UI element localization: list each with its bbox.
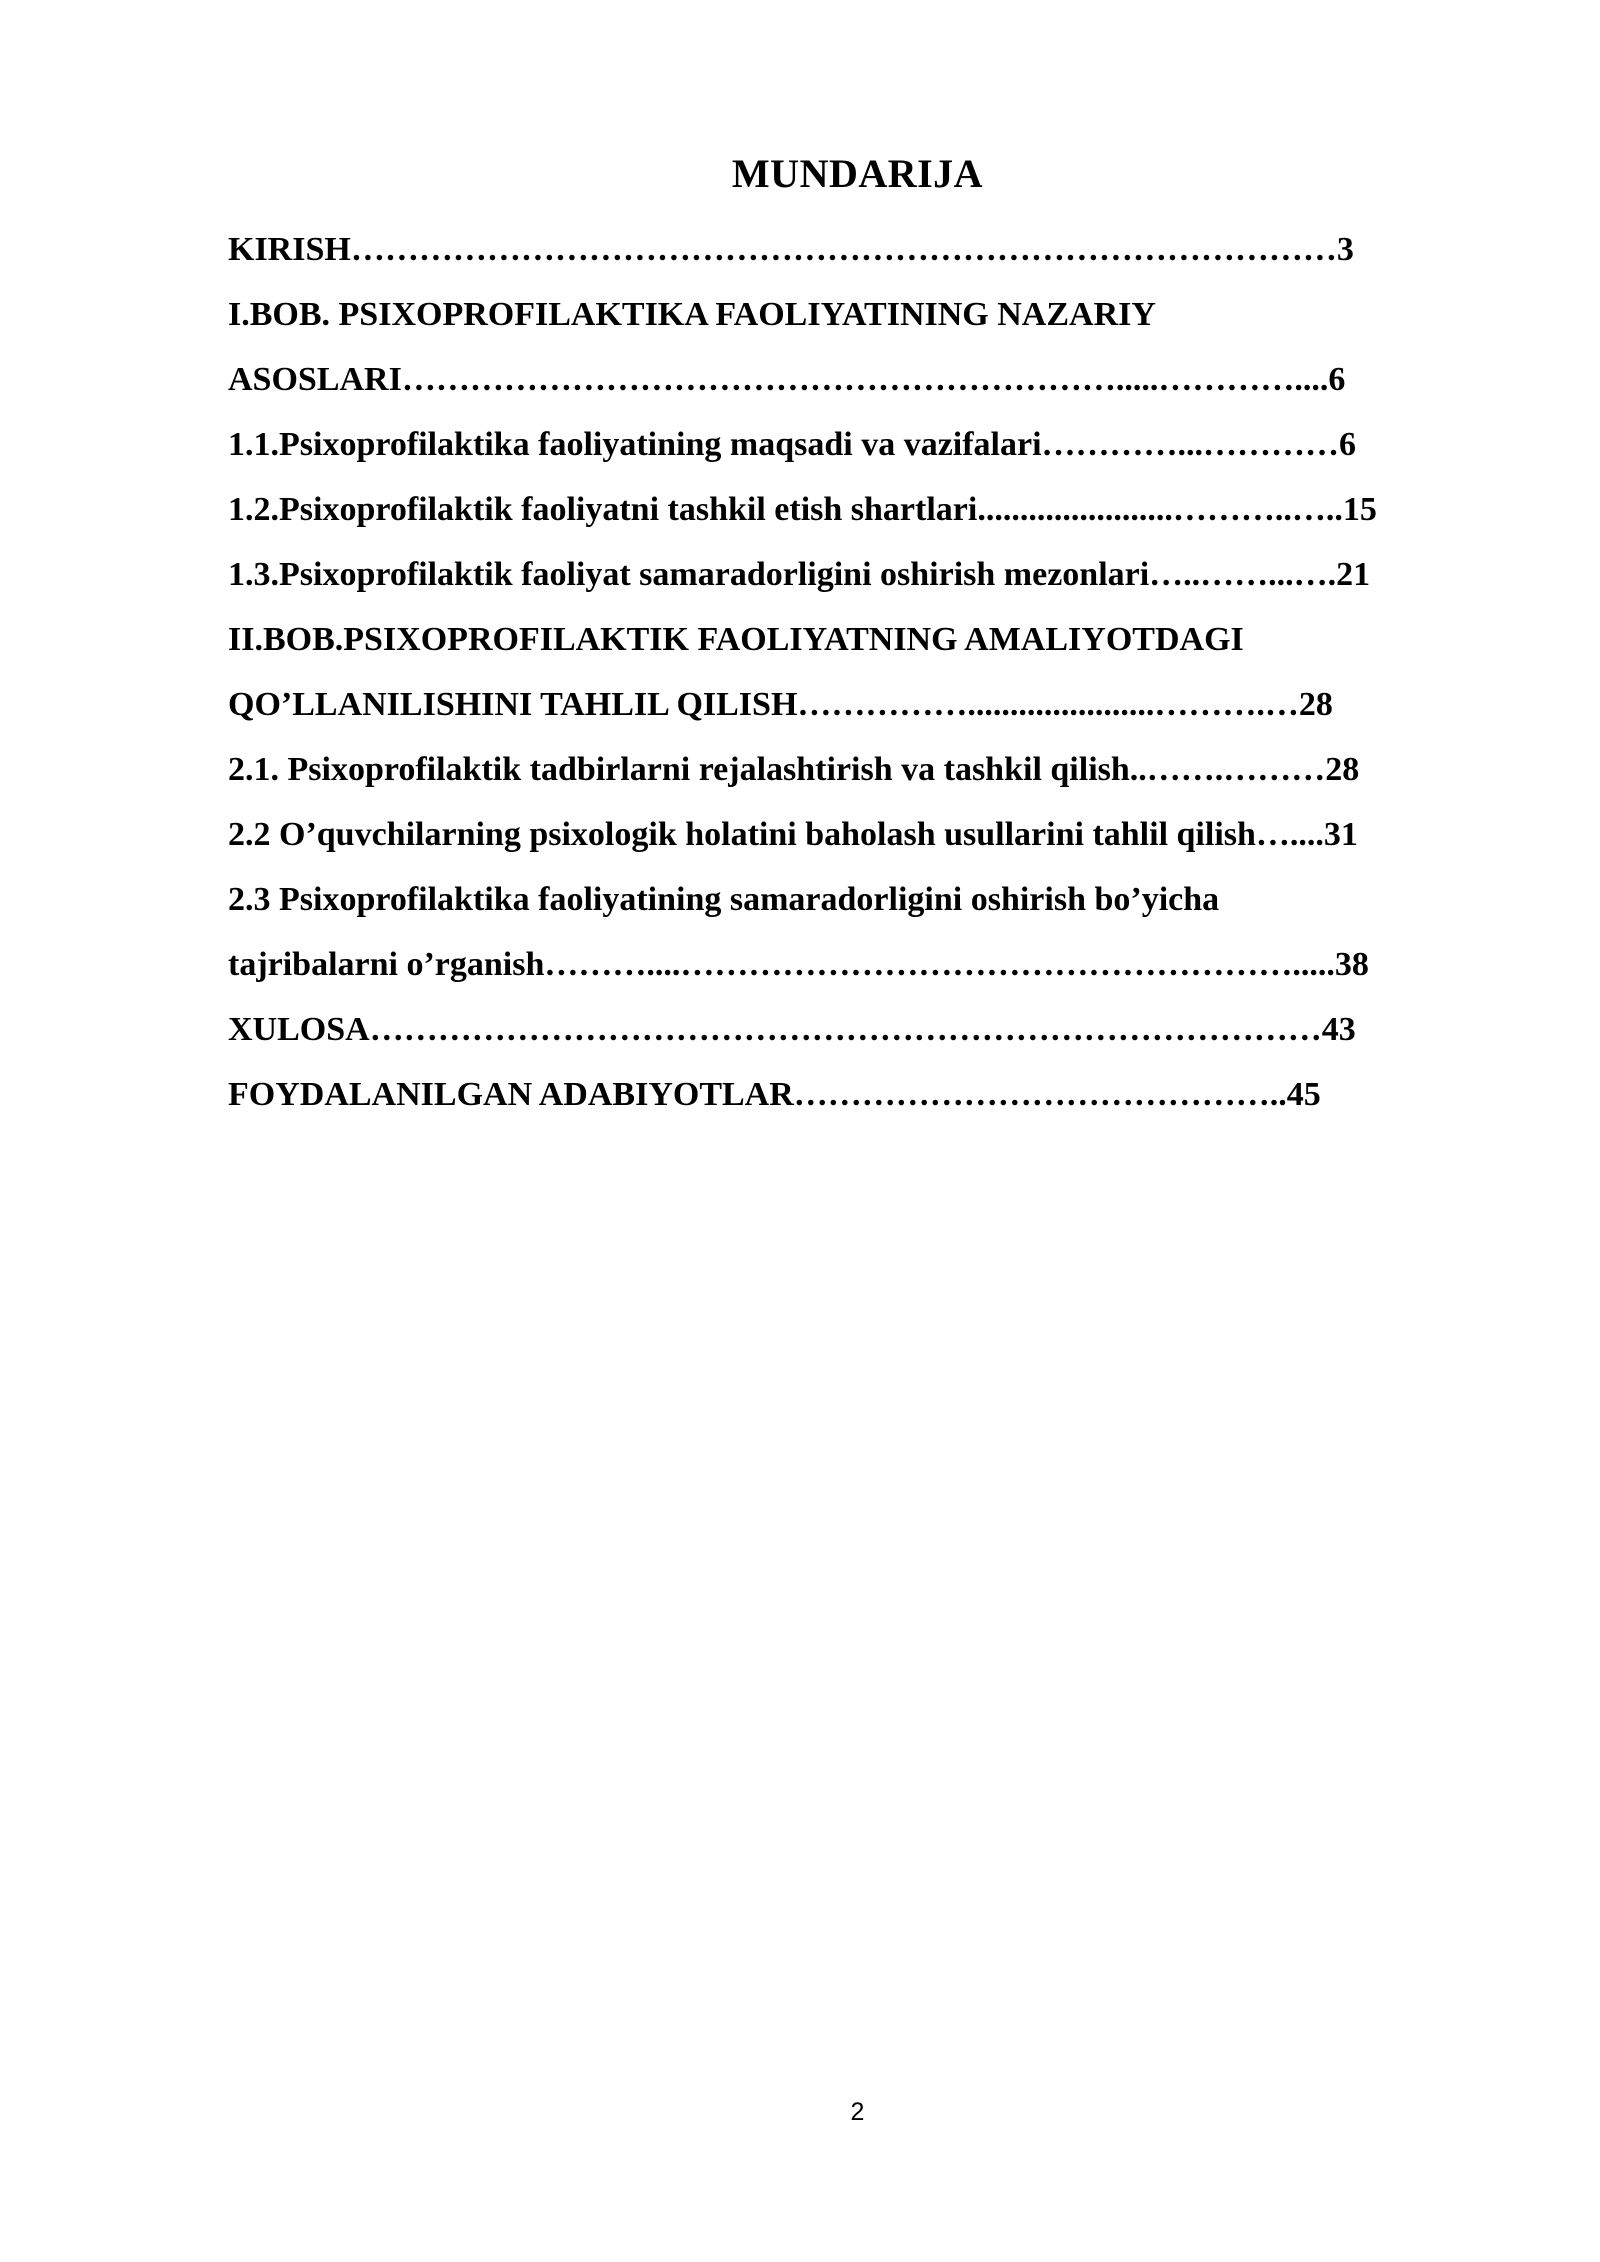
toc-entry-text: 2.2 O’quvchilarning psixologik holatini baholash usullarini tahlil qilish…....31 <box>228 816 1358 853</box>
toc-entry-chapter-1-title <box>228 287 1490 352</box>
toc-entry-text: 1.1.Psixoprofilaktika faoliyatining maqsadi va vazifalari…………...…………6 <box>228 426 1357 463</box>
toc-entry-section-1-3 <box>228 547 1490 612</box>
table-of-contents <box>228 222 1490 1132</box>
toc-entry-chapter-1-title-cont <box>228 352 1490 417</box>
toc-entry-text: tajribalarni o’rganish………....……………………………………………….....38 <box>228 946 1369 983</box>
toc-entry-section-1-1 <box>228 417 1490 482</box>
toc-entry-text: ASOSLARI……………………………………………………….....…………....6 <box>228 361 1346 398</box>
toc-entry-kirish <box>228 222 1490 287</box>
toc-entry-section-2-1 <box>228 742 1490 807</box>
toc-entry-text: 1.2.Psixoprofilaktik faoliyatni tashkil etish shartlari.......................………..…..15 <box>228 491 1377 528</box>
page-number: 2 <box>850 2098 865 2126</box>
toc-entry-text: II.BOB.PSIXOPROFILAKTIK FAOLIYATNING AMALIYOTDAGI <box>228 621 1244 658</box>
toc-entry-text: QO’LLANILISHINI TAHLIL QILISH……………......................……….…28 <box>228 686 1333 723</box>
toc-entry-text: 1.3.Psixoprofilaktik faoliyat samaradorligini oshirish mezonlari…..……...….21 <box>228 556 1371 593</box>
toc-entry-section-2-3 <box>228 872 1490 937</box>
toc-entry-chapter-2-title <box>228 612 1490 677</box>
toc-entry-section-2-3-cont <box>228 937 1490 1002</box>
toc-entry-section-1-2 <box>228 482 1490 547</box>
page-title: MUNDARIJA <box>731 151 984 196</box>
toc-entry-section-2-2 <box>228 807 1490 872</box>
toc-entry-text: 2.3 Psixoprofilaktika faoliyatining samaradorligini oshirish bo’yicha <box>228 881 1220 918</box>
toc-entry-text: I.BOB. PSIXOPROFILAKTIKA FAOLIYATINING NAZARIY <box>228 296 1156 333</box>
toc-entry-adabiyotlar <box>228 1067 1490 1132</box>
toc-entry-xulosa <box>228 1002 1490 1067</box>
toc-entry-chapter-2-title-cont <box>228 677 1490 742</box>
toc-entry-text: FOYDALANILGAN ADABIYOTLAR……………………………………..45 <box>228 1076 1321 1113</box>
toc-entry-text: KIRISH……………………………………………………………………………3 <box>228 231 1354 268</box>
toc-entry-text: XULOSA…………………………………………………………………………43 <box>228 1011 1356 1048</box>
toc-entry-text: 2.1. Psixoprofilaktik tadbirlarni rejalashtirish va tashkil qilish..…….………28 <box>228 751 1360 788</box>
